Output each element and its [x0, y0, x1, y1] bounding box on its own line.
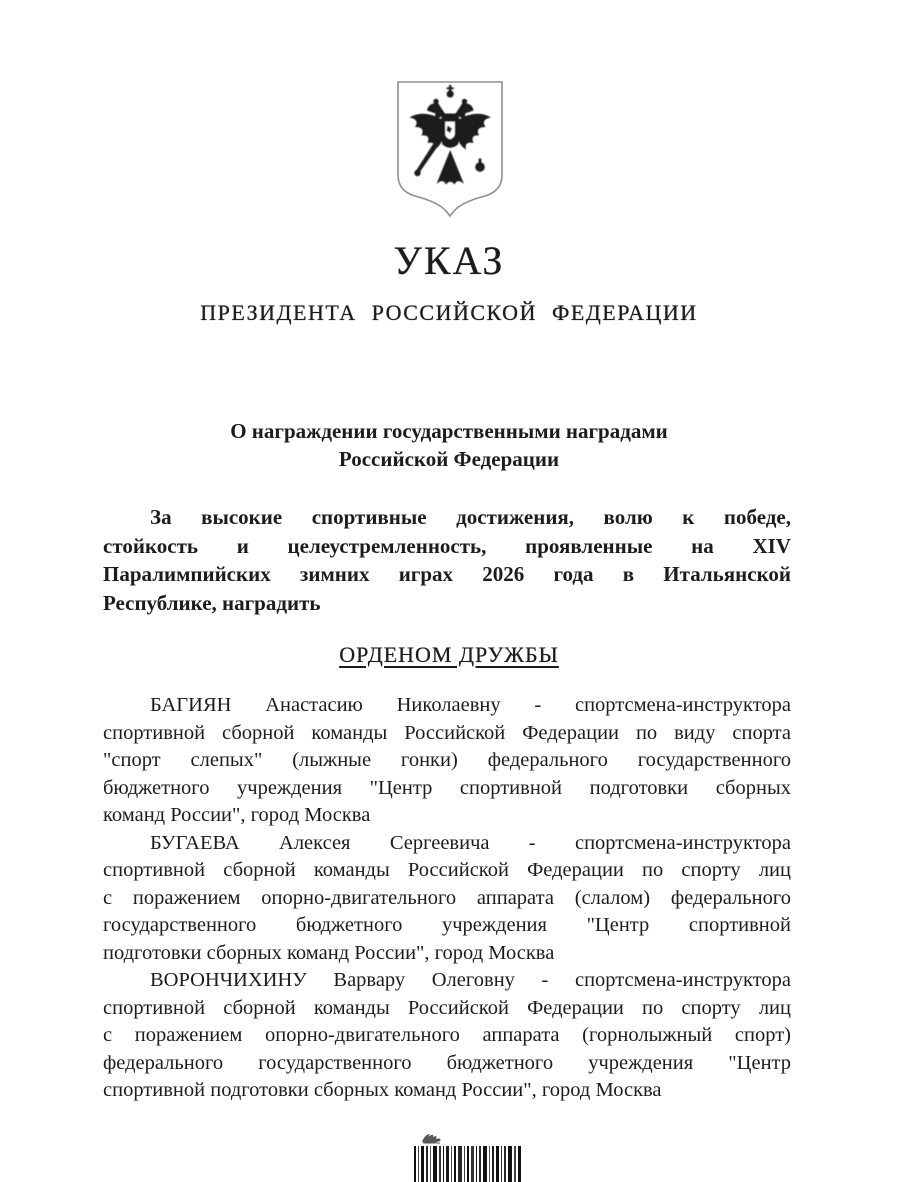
preamble-line: стойкость и целеустремленность, проявленные на XIV	[103, 533, 791, 558]
recipient-line: спортивной сборной команды Российской Федерации по спорту лиц	[103, 996, 791, 1019]
preamble-line: Паралимпийских зимних играх 2026 года в Итальянской	[103, 562, 791, 586]
russia-coat-of-arms-icon	[391, 78, 509, 219]
recipient-line: с поражением опорно-двигательного аппарата (слалом) федерального	[103, 886, 791, 909]
preamble-line: Республике, наградить	[103, 590, 321, 615]
recipient-paragraph	[103, 692, 791, 830]
recipient-line: государственного бюджетного учреждения "Центр спортивной	[103, 914, 791, 936]
recipient-line: "спорт слепых" (лыжные гонки) федерального государственного	[103, 749, 791, 771]
recipient-line: БАГИЯН Анастасию Николаевну - спортсмена-инструктора	[150, 694, 791, 716]
recipient-line: ВОРОНЧИХИНУ Варвару Олеговну - спортсмена-инструктора	[150, 969, 791, 991]
recipient-line: команд России", город Москва	[103, 804, 371, 826]
recipient-line: с поражением опорно-двигательного аппарата (горнолыжный спорт)	[103, 1024, 791, 1046]
document-barcode	[414, 1146, 521, 1182]
decree-subject	[0, 417, 898, 473]
recipient-paragraph	[103, 967, 791, 1105]
recipient-list	[103, 692, 791, 1105]
preamble-line: За высокие спортивные достижения, волю к победе,	[150, 505, 791, 529]
subject-line: Российской Федерации	[338, 447, 560, 471]
subject-line: О награждении государственными наградами	[230, 419, 668, 443]
decree-title: УКАЗ	[393, 238, 505, 283]
recipient-line: спортивной сборной команды Российской Федерации по виду спорта	[103, 721, 791, 744]
ink-mark-icon	[420, 1131, 446, 1145]
recipient-line: подготовки сборных команд России", город Москва	[103, 941, 555, 964]
recipient-line: спортивной сборной команды Российской Федерации по спорту лиц	[103, 859, 791, 881]
recipient-line: БУГАЕВА Алексея Сергеевича - спортсмена-инструктора	[150, 831, 791, 854]
decree-preamble	[103, 503, 791, 617]
award-heading: ОРДЕНОМ ДРУЖБЫ	[339, 642, 559, 667]
recipient-line: спортивной подготовки сборных команд России", город Москва	[103, 1079, 662, 1101]
recipient-line: бюджетного учреждения "Центр спортивной подготовки сборных	[103, 776, 791, 799]
decree-issuer-line: ПРЕЗИДЕНТА РОССИЙСКОЙ ФЕДЕРАЦИИ	[200, 300, 698, 325]
recipient-line: федерального государственного бюджетного учреждения "Центр	[103, 1051, 791, 1074]
recipient-paragraph	[103, 830, 791, 968]
